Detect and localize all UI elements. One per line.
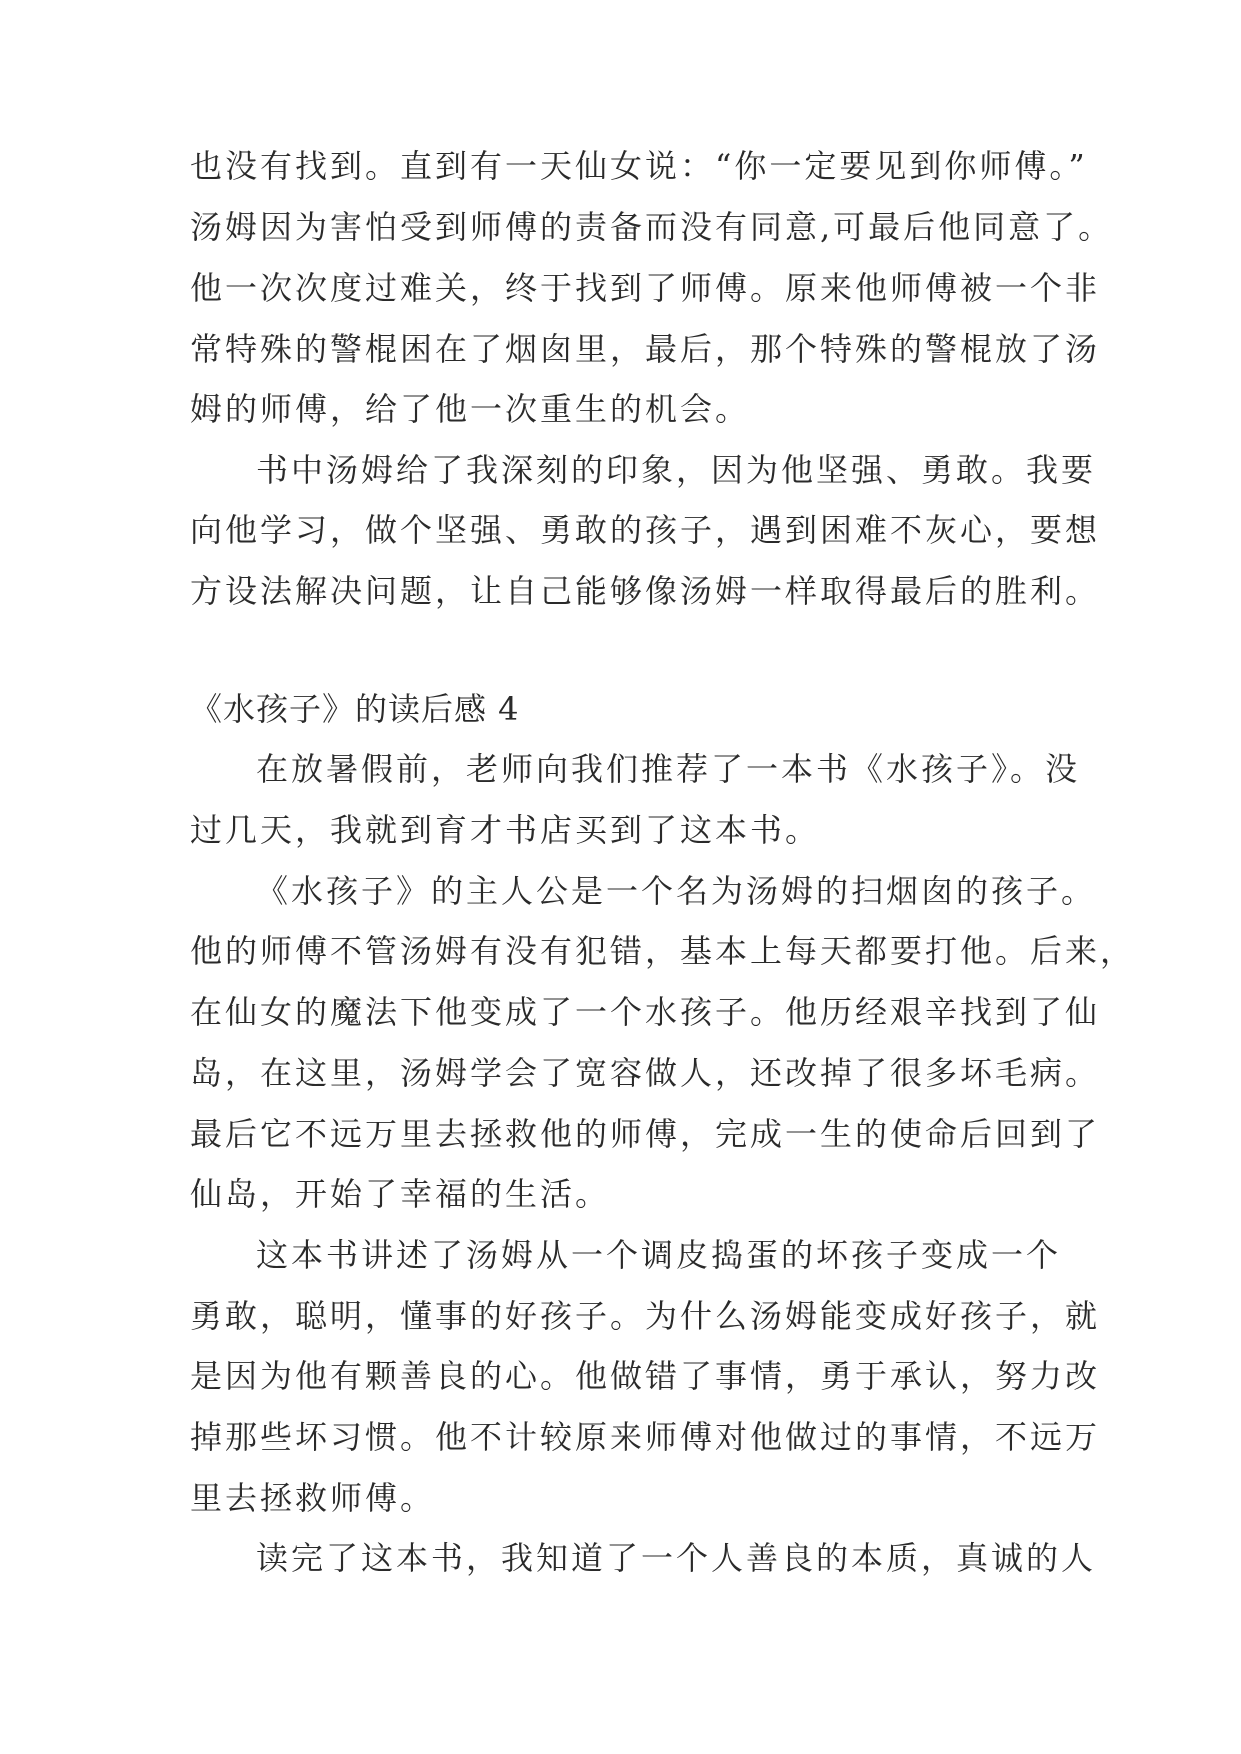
paragraph-first-line: 书中汤姆给了我深刻的印象，因为他坚强、勇敢。我要: [256, 451, 1097, 489]
text-line: 姆的师傅，给了他一次重生的机会。: [190, 390, 751, 428]
text-line: 岛，在这里，汤姆学会了宽容做人，还改掉了很多坏毛病。: [190, 1054, 1101, 1092]
text-line: 是因为他有颗善良的心。他做错了事情，勇于承认，努力改: [190, 1357, 1101, 1395]
text-line: 仙岛，开始了幸福的生活。: [190, 1175, 611, 1213]
paragraph-first-line: 在放暑假前，老师向我们推荐了一本书《水孩子》。没: [256, 750, 1081, 788]
text-line: 过几天，我就到育才书店买到了这本书。: [190, 811, 821, 849]
text-line: 常特殊的警棍困在了烟囱里，最后，那个特殊的警棍放了汤: [190, 330, 1101, 368]
text-line: 向他学习，做个坚强、勇敢的孩子，遇到困难不灰心，要想: [190, 511, 1101, 549]
paragraph-first-line: 这本书讲述了汤姆从一个调皮捣蛋的坏孩子变成一个: [256, 1236, 1062, 1274]
text-line: 也没有找到。直到有一天仙女说：“你一定要见到你师傅。”: [190, 147, 1088, 185]
text-line: 勇敢，聪明，懂事的好孩子。为什么汤姆能变成好孩子，就: [190, 1297, 1101, 1335]
text-line: 他的师傅不管汤姆有没有犯错，基本上每天都要打他。后来，: [190, 932, 1136, 970]
text-line: 掉那些坏习惯。他不计较原来师傅对他做过的事情，不远万: [190, 1418, 1101, 1456]
paragraph-first-line: 《水孩子》的主人公是一个名为汤姆的扫烟囱的孩子。: [256, 872, 1097, 910]
text-line: 方设法解决问题，让自己能够像汤姆一样取得最后的胜利。: [190, 572, 1101, 610]
text-line: 里去拯救师傅。: [190, 1479, 436, 1517]
text-line: 汤姆因为害怕受到师傅的责备而没有同意,可最后他同意了。: [190, 208, 1114, 246]
section-title: 《水孩子》的读后感 4: [190, 690, 520, 728]
paragraph-first-line: 读完了这本书，我知道了一个人善良的本质，真诚的人: [256, 1539, 1097, 1577]
text-line: 最后它不远万里去拯救他的师傅，完成一生的使命后回到了: [190, 1115, 1101, 1153]
text-line: 他一次次度过难关，终于找到了师傅。原来他师傅被一个非: [190, 269, 1101, 307]
text-line: 在仙女的魔法下他变成了一个水孩子。他历经艰辛找到了仙: [190, 993, 1101, 1031]
